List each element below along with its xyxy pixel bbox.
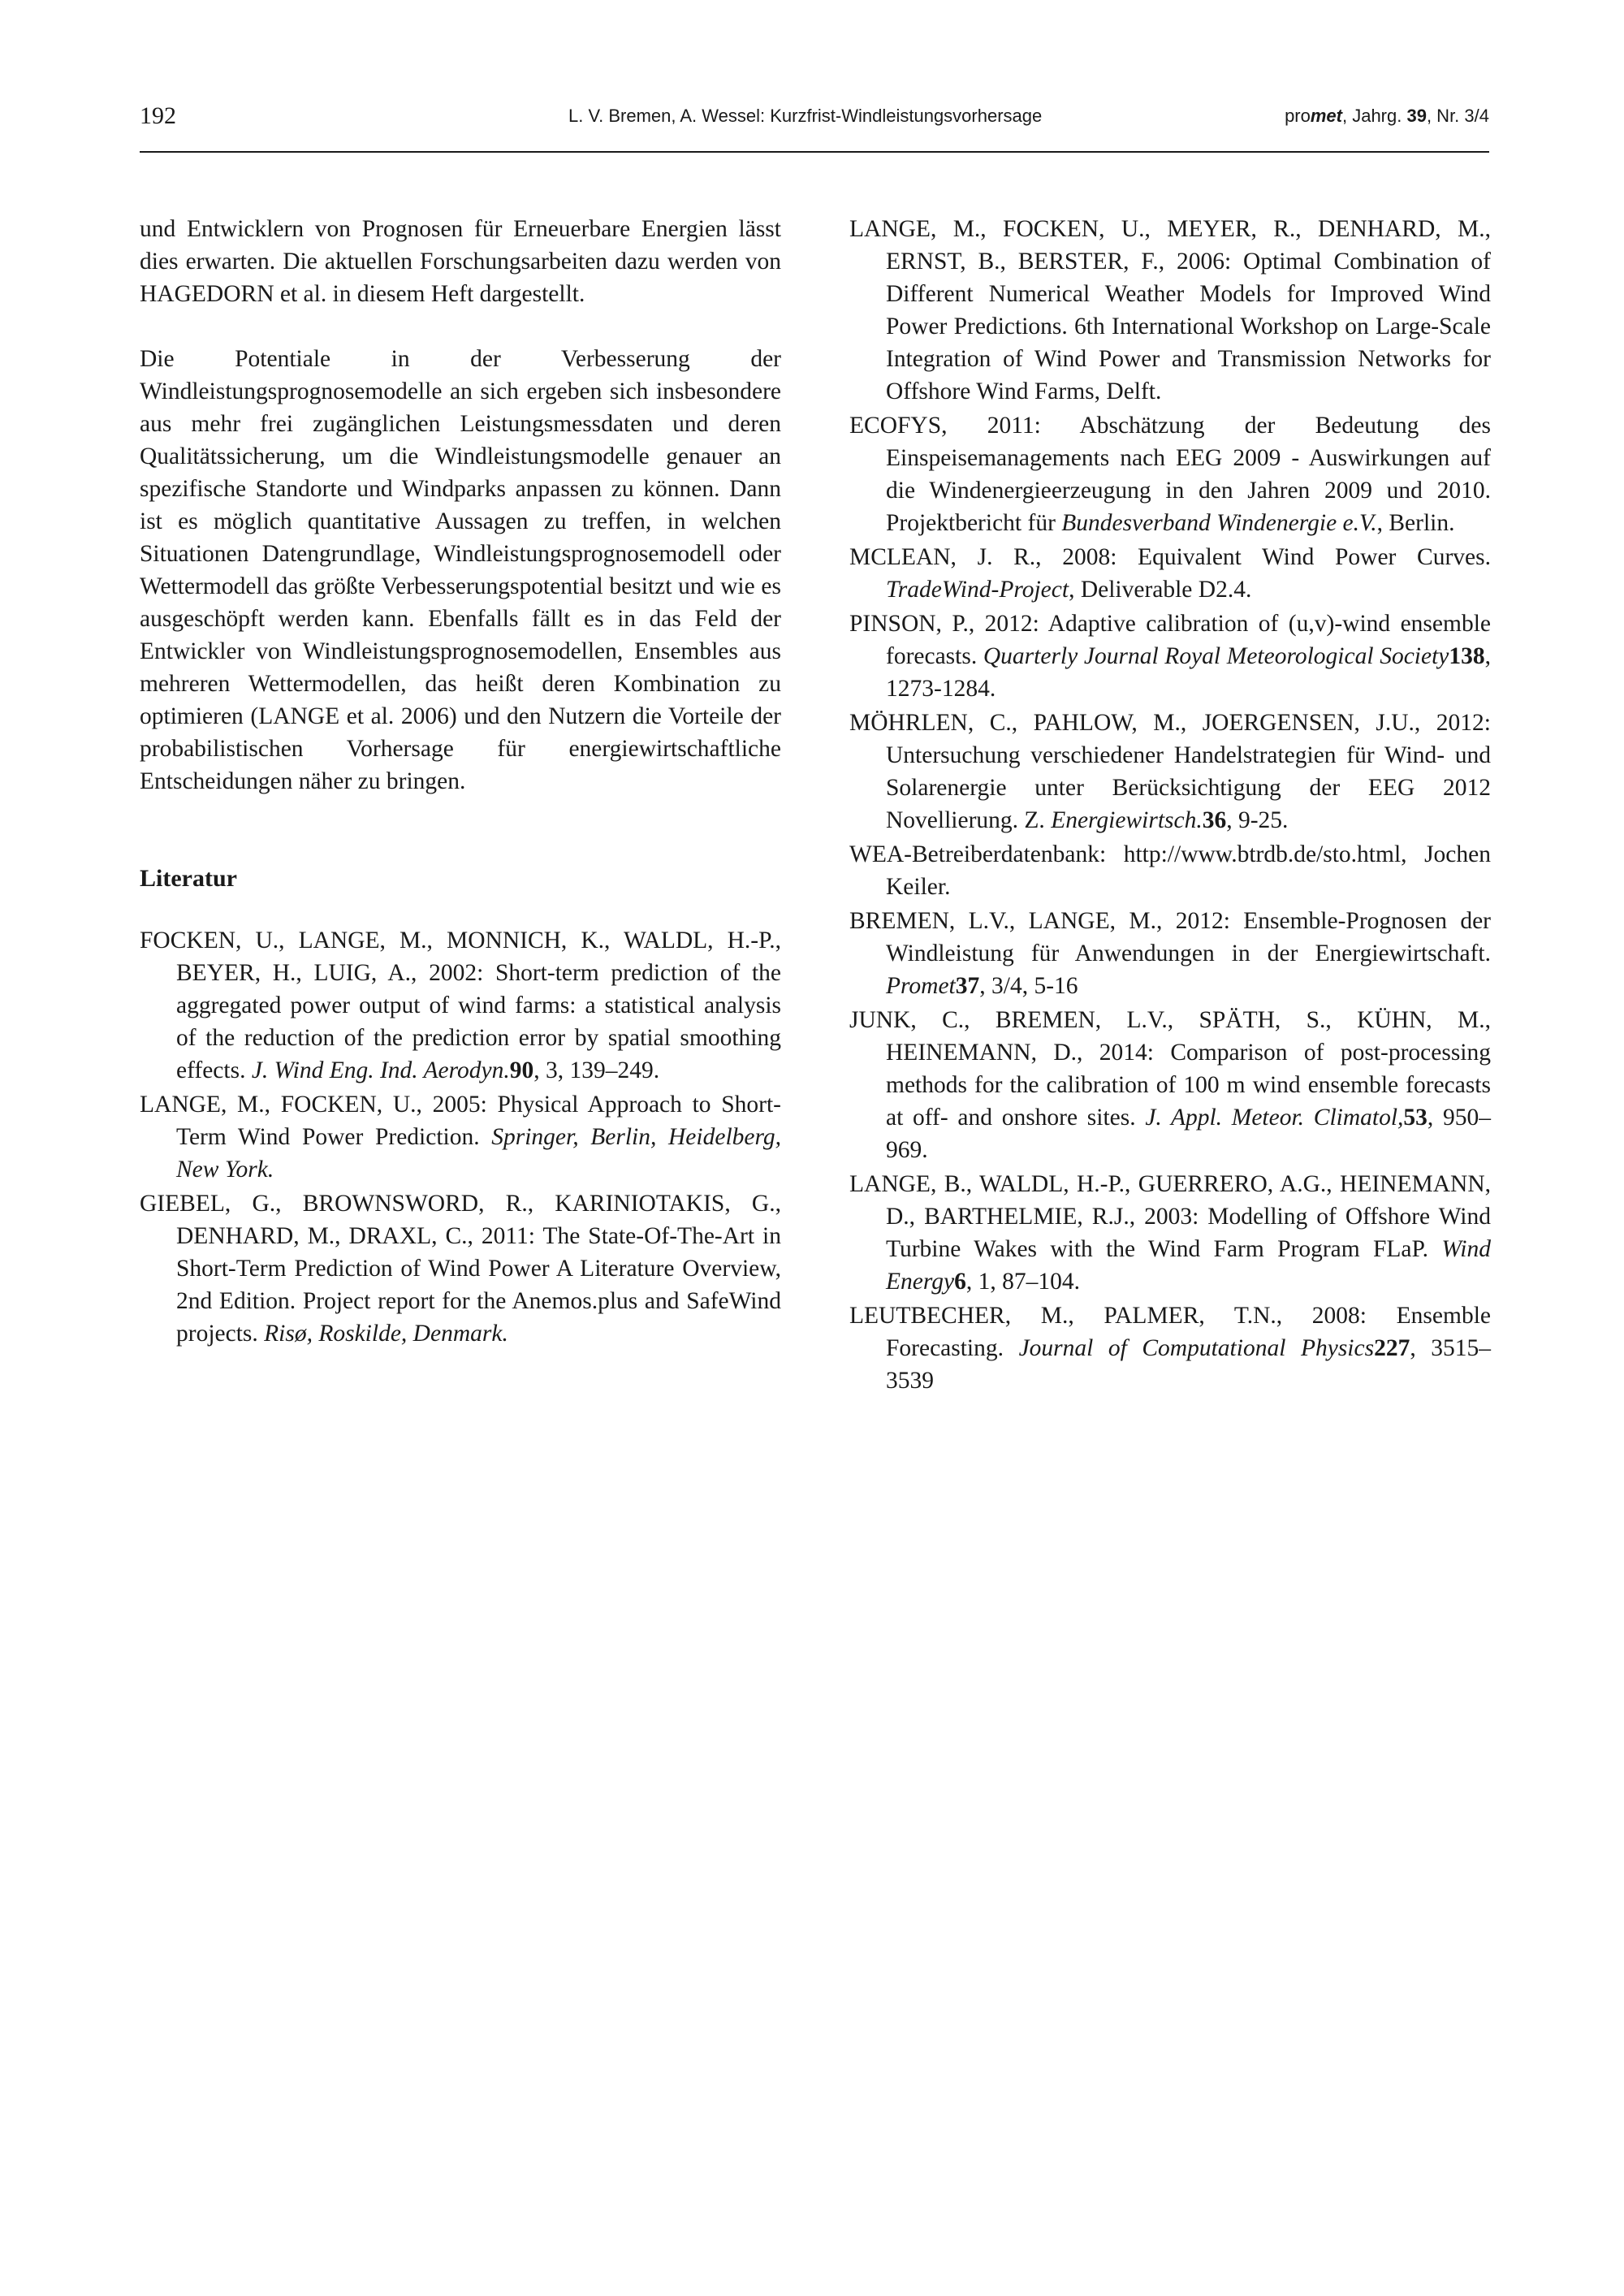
reference-entry bbox=[849, 409, 1491, 539]
reference-entry bbox=[849, 213, 1491, 408]
left-column bbox=[140, 213, 781, 1351]
reference-source: Risø, Roskilde, Denmark. bbox=[264, 1321, 508, 1347]
reference-entry bbox=[849, 1299, 1491, 1397]
journal-prefix: pro bbox=[1285, 106, 1311, 126]
section-heading: Literatur bbox=[140, 865, 237, 892]
running-title: L. V. Bremen, A. Wessel: Kurzfrist-Windleistungsvorhersage bbox=[568, 106, 1043, 126]
reference-entry bbox=[849, 541, 1491, 606]
reference-source: TradeWind-Project bbox=[886, 577, 1069, 603]
reference-volume: 6 bbox=[954, 1269, 966, 1295]
reference-source: Wind Energy bbox=[886, 1236, 1491, 1295]
reference-entry bbox=[849, 838, 1491, 903]
reference-entry bbox=[849, 1004, 1491, 1166]
reference-pages: , 3515–3539 bbox=[886, 1335, 1492, 1394]
right-column bbox=[849, 213, 1491, 1399]
reference-source: Promet bbox=[886, 973, 956, 999]
reference-entry bbox=[140, 924, 781, 1087]
reference-text: JUNK, C., BREMEN, L.V., SPÄTH, S., KÜHN, M., HEINEMANN, D., 2014: Comparison of post-processing methods for the calibration of 100 m wind ensemble forecasts at off- and onshore sites. bbox=[849, 1007, 1491, 1131]
reference-entry bbox=[849, 1168, 1491, 1298]
reference-text: WEA-Betreiberdatenbank: http://www.btrdb.de/sto.html, Jochen Keiler. bbox=[849, 841, 1491, 900]
reference-source: Bundesverband Windenergie e.V. bbox=[1061, 510, 1377, 536]
journal-year: 39 bbox=[1406, 106, 1427, 126]
reference-text: BREMEN, L.V., LANGE, M., 2012: Ensemble-Prognosen der Windleistung für Anwendungen in der Energiewirtschaft. bbox=[849, 908, 1491, 966]
reference-source: Journal of Computational Physics bbox=[1018, 1335, 1375, 1361]
header-rule bbox=[140, 151, 1489, 153]
reference-pages: , 1, 87–104. bbox=[965, 1269, 1080, 1295]
journal-info bbox=[1285, 106, 1489, 127]
reference-pages: , 3, 139–249. bbox=[533, 1057, 660, 1083]
reference-volume: 37 bbox=[955, 973, 980, 999]
reference-source: J. Wind Eng. Ind. Aerodyn. bbox=[251, 1057, 510, 1083]
reference-pages: , Deliverable D2.4. bbox=[1069, 577, 1252, 603]
reference-text: LANGE, M., FOCKEN, U., 2005: Physical Approach to Short-Term Wind Power Prediction. bbox=[140, 1092, 781, 1150]
reference-text: LANGE, M., FOCKEN, U., MEYER, R., DENHARD, M., ERNST, B., BERSTER, F., 2006: Optimal Combination of Different Numerical Weather Models for Improved Wind Power Predictions. 6th International Workshop on Large-Scale Integration of Wind Power and Transmission Networks for Offshore Wind Farms, Delft. bbox=[849, 216, 1491, 404]
reference-list-right bbox=[849, 213, 1491, 1397]
reference-pages: , 3/4, 5-16 bbox=[979, 973, 1078, 999]
reference-source: Quarterly Journal Royal Meteorological Society bbox=[983, 643, 1449, 669]
running-header bbox=[140, 99, 1489, 140]
reference-source: Energiewirtsch. bbox=[1051, 807, 1203, 833]
reference-entry bbox=[849, 905, 1491, 1002]
reference-text: LANGE, B., WALDL, H.-P., GUERRERO, A.G., HEINEMANN, D., BARTHELMIE, R.J., 2003: Modelling of Offshore Wind Turbine Wakes with the Wind Farm Program FLaP. bbox=[849, 1171, 1491, 1262]
reference-volume: 53 bbox=[1403, 1105, 1427, 1131]
reference-text: GIEBEL, G., BROWNSWORD, R., KARINIOTAKIS, G., DENHARD, M., DRAXL, C., 2011: The State-Of-The-Art in Short-Term Prediction of Wind Power A Literature Overview, 2nd Edition. Project report for the Anemos.plus and SafeWind projects. bbox=[140, 1191, 781, 1347]
body-paragraph: Die Potentiale in der Verbesserung der Windleistungsprognosemodelle an sich ergeben sich insbesondere aus mehr frei zugänglichen Leistungsmessdaten und deren Qualitätssicherung, um die Windleistungsmodelle genauer an spezifische Standorte und Windparks anpassen zu können. Dann ist es möglich quantitative Aussagen zu treffen, in welchen Situationen Datengrundlage, Windleistungsprognosemodell oder Wettermodell das größte Verbesserungspotential besitzt und wie es ausgeschöpft werden kann. Ebenfalls fällt es in das Feld der Entwickler von Windleistungsprognosemodellen, Ensembles aus mehreren Wettermodellen, das heißt deren Kombination zu optimieren (LANGE et al. 2006) und den Nutzern die Vorteile der probabilistischen Vorhersage für energiewirtschaftliche Entscheidungen näher zu bringen. bbox=[140, 346, 781, 794]
reference-volume: 138 bbox=[1449, 643, 1485, 669]
reference-source: J. Appl. Meteor. Climatol, bbox=[1145, 1105, 1404, 1131]
reference-entry bbox=[140, 1088, 781, 1186]
reference-source: Springer, Berlin, Heidelberg, New York. bbox=[176, 1124, 781, 1183]
reference-text: LEUTBECHER, M., PALMER, T.N., 2008: Ensemble Forecasting. bbox=[849, 1303, 1491, 1361]
reference-list-left bbox=[140, 924, 781, 1350]
reference-volume: 227 bbox=[1374, 1335, 1410, 1361]
page-number: 192 bbox=[140, 102, 176, 129]
reference-volume: 36 bbox=[1202, 807, 1227, 833]
reference-entry bbox=[140, 1187, 781, 1350]
reference-text: MCLEAN, J. R., 2008: Equivalent Wind Power Curves. bbox=[849, 544, 1491, 570]
journal-suffix: , Jahrg. bbox=[1341, 106, 1407, 126]
journal-met: met bbox=[1310, 106, 1342, 126]
reference-pages: , 9-25. bbox=[1226, 807, 1289, 833]
reference-entry bbox=[849, 608, 1491, 705]
journal-issue: , Nr. 3/4 bbox=[1426, 106, 1489, 126]
reference-pages: , 950–969. bbox=[886, 1105, 1491, 1163]
reference-text: ECOFYS, 2011: Abschätzung der Bedeutung des Einspeisemanagements nach EEG 2009 - Auswirkungen auf die Windenergieerzeugung in den Jahren 2009 und 2010. Projektbericht für bbox=[849, 413, 1491, 536]
reference-pages: , 1273-1284. bbox=[886, 643, 1491, 702]
reference-volume: 90 bbox=[509, 1057, 534, 1083]
reference-pages: , Berlin. bbox=[1376, 510, 1455, 536]
reference-entry bbox=[849, 707, 1491, 837]
reference-text: MÖHRLEN, C., PAHLOW, M., JOERGENSEN, J.U., 2012: Untersuchung verschiedener Handelstrategien für Wind- und Solarenergie unter Berücksichtigung der EEG 2012 Novellierung. Z. bbox=[849, 710, 1491, 833]
reference-text: PINSON, P., 2012: Adaptive calibration of (u,v)-wind ensemble forecasts. bbox=[849, 611, 1491, 669]
body-paragraph: und Entwicklern von Prognosen für Erneuerbare Energien lässt dies erwarten. Die aktuellen Forschungsarbeiten dazu werden von HAGEDORN et al. in diesem Heft dargestellt. bbox=[140, 216, 781, 307]
reference-text: FOCKEN, U., LANGE, M., MONNICH, K., WALDL, H.-P., BEYER, H., LUIG, A., 2002: Short-term prediction of the aggregated power output of wind farms: a statistical analysis of the reduction of the prediction error by spatial smoothing effects. bbox=[140, 927, 781, 1083]
